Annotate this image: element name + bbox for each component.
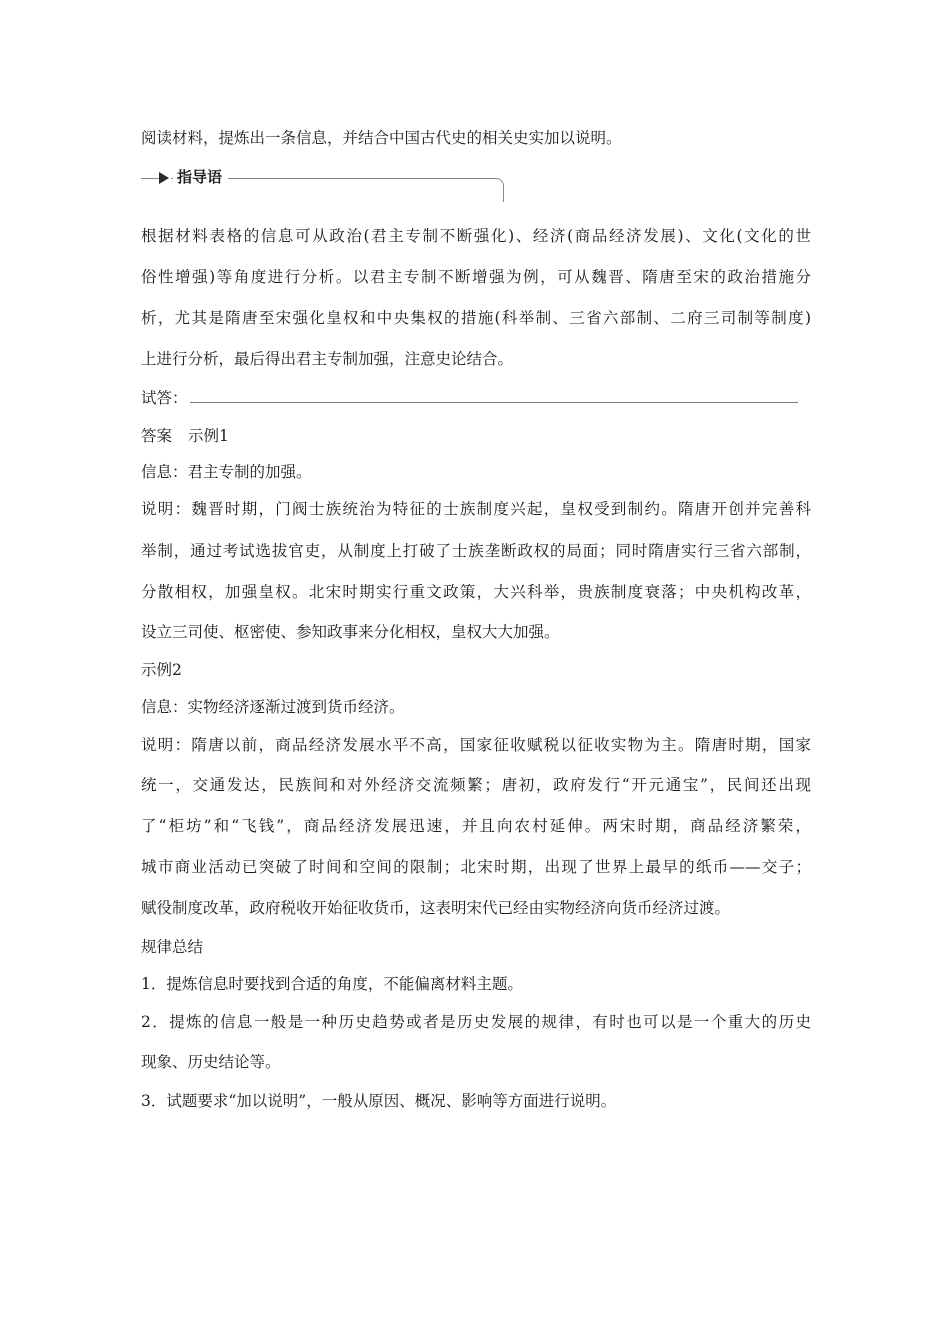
example-2-line-4: 城市商业活动已突破了时间和空间的限制；北宋时期，出现了世界上最早的纸币——交子；: [141, 858, 811, 876]
triangle-arrow-icon: [159, 172, 169, 184]
guide-header: [141, 168, 504, 204]
example-1-line-4: 设立三司使、枢密使、参知政事来分化相权，皇权大大加强。: [141, 623, 560, 641]
guide-line-1: 根据材料表格的信息可从政治(君主专制不断强化)、经济(商品经济发展)、文化(文化的世: [141, 227, 811, 245]
summary-point-2-line-2: 现象、历史结论等。: [141, 1053, 281, 1071]
example-1-line-3: 分散相权，加强皇权。北宋时期实行重文政策，大兴科举，贵族制度衰落；中央机构改革，: [141, 583, 811, 601]
try-answer-row: [141, 388, 798, 408]
guide-line-3: 析，尤其是隋唐至宋强化皇权和中央集权的措施(科举制、三省六部制、二府三司制等制度): [141, 309, 811, 327]
example-2-line-5: 赋役制度改革，政府税收开始征收货币，这表明宋代已经由实物经济向货币经济过渡。: [141, 899, 731, 917]
example-1-info: 信息：君主专制的加强。: [141, 463, 312, 481]
guide-lead-line: [141, 178, 159, 179]
summary-point-1: 1．提炼信息时要找到合适的角度，不能偏离材料主题。: [141, 975, 523, 993]
guide-title: 指导语: [173, 167, 228, 187]
summary-title: 规律总结: [141, 938, 204, 956]
example-1-title: 示例1: [188, 427, 229, 445]
example-2-line-2: 统一，交通发达，民族间和对外经济交流频繁；唐初，政府发行“开元通宝”，民间还出现: [141, 776, 811, 794]
try-answer-label: 试答：: [141, 389, 188, 407]
example-2-line-3: 了“柜坊”和“飞钱”，商品经济发展迅速，并且向农村延伸。两宋时期，商品经济繁荣，: [141, 817, 811, 835]
answer-blank-line[interactable]: [190, 388, 798, 403]
example-2-info: 信息：实物经济逐渐过渡到货币经济。: [141, 698, 405, 716]
guide-line-2: 俗性增强)等角度进行分析。以君主专制不断增强为例，可从魏晋、隋唐至宋的政治措施分: [141, 268, 811, 286]
example-2-title: 示例2: [141, 661, 182, 679]
summary-point-3: 3．试题要求“加以说明”，一般从原因、概况、影响等方面进行说明。: [141, 1092, 617, 1110]
guide-line-4: 上进行分析，最后得出君主专制加强，注意史论结合。: [141, 350, 514, 368]
example-1-line-1: 说明：魏晋时期，门阀士族统治为特征的士族制度兴起，皇权受到制约。隋唐开创并完善科: [141, 500, 811, 518]
example-2-line-1: 说明：隋唐以前，商品经济发展水平不高，国家征收赋税以征收实物为主。隋唐时期，国家: [141, 736, 811, 754]
summary-point-2-line-1: 2．提炼的信息一般是一种历史趋势或者是历史发展的规律，有时也可以是一个重大的历史: [141, 1013, 811, 1031]
answer-heading: [141, 426, 229, 446]
intro-question: 阅读材料，提炼出一条信息，并结合中国古代史的相关史实加以说明。: [141, 129, 622, 147]
answer-label: 答案: [141, 427, 173, 445]
example-1-line-2: 举制，通过考试选拔官吏，从制度上打破了士族垄断政权的局面；同时隋唐实行三省六部制，: [141, 542, 811, 560]
